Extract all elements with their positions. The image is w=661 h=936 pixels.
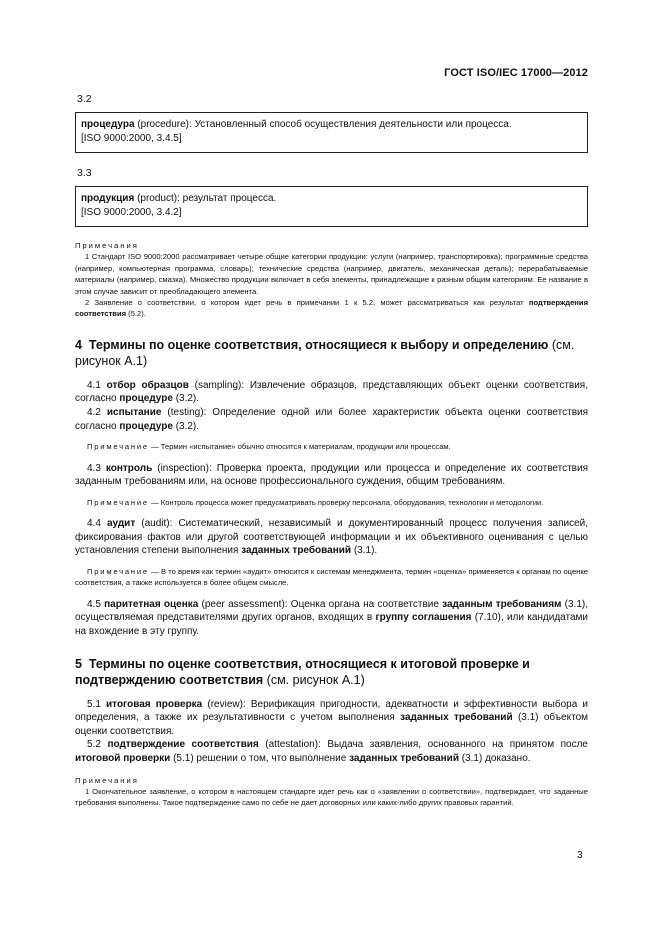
clause-number-3-2: 3.2	[77, 93, 92, 105]
clause-5-2: 5.2 подтверждение соответствия (attestation): Выдача заявления, основанного на принятом после итоговой проверки (5.1) решении о том, что выполнение заданных требований (3.1) доказано.	[75, 739, 588, 764]
term-sampling: отбор образцов	[106, 379, 189, 391]
term-review: итоговая проверка	[106, 698, 203, 710]
note-4-2: Примечание — Термин «испытание» обычно относится к материалам, продукции или процессам.	[87, 442, 451, 452]
term-product: продукция	[81, 193, 135, 204]
term-product-reference: [ISO 9000:2000, 3.4.2]	[81, 207, 182, 218]
document-header: ГОСТ ISO/IEC 17000—2012	[444, 67, 588, 79]
term-product-definition: (product): результат процесса.	[134, 193, 277, 204]
clause-4-5: 4.5 паритетная оценка (peer assessment): Оценка органа на соответствие заданным требованиям (3.1), осуществляемая представителями других органов, входящих в группу соглашения (7.10), или кандидатами на вхождение в эту группу.	[75, 598, 589, 637]
note-item-2-ref: (5.2).	[126, 309, 146, 319]
clause-4-2: 4.2 испытание (testing): Определение одной или более характеристик объекта оценки соответствия согласно процедуре (3.2).	[75, 407, 589, 432]
note-4-4: Примечание — В то время как термин «аудит» относится к системам менеджмента, термин «оценка» применяется к органам по оценке соответствия, а также используется в более общем смысле.	[75, 567, 588, 588]
term-procedure-reference: [ISO 9000:2000, 3.4.5]	[81, 133, 182, 144]
term-box-procedure	[75, 112, 588, 153]
clause-4-4: 4.4 аудит (audit): Систематический, независимый и документированный процесс получения записей, фиксирования фактов или другой соответствующей информации и их объективного оценивания с целью установления степени выполнения заданных требований (3.1).	[75, 518, 589, 557]
section-4-number: 4	[75, 337, 82, 352]
section-5-number: 5	[75, 656, 82, 671]
term-procedure: процедура	[81, 119, 135, 130]
notes-heading: Примечания	[75, 241, 139, 250]
notes-heading-5: Примечания	[75, 775, 139, 785]
term-peer-assessment: паритетная оценка	[104, 598, 199, 610]
term-box-product	[75, 186, 588, 227]
notes-block-product	[75, 240, 588, 320]
clause-5-1: 5.1 итоговая проверка (review): Верификация пригодности, адекватности и эффективности выбора и определения, а также их результативности с учетом выполнения заданных требований (3.1) объектом оценки соответствия.	[75, 698, 589, 737]
term-testing: испытание	[106, 407, 162, 419]
note-item-2-text: 2 Заявление о соответствии, о котором идет речь в примечании 1 к 5.2, может рассматриваться как результат	[85, 298, 529, 308]
section-5-title	[75, 656, 588, 689]
note-4-3: Примечание — Контроль процесса может предусматривать проверку персонала, оборудования, технологии и методологии.	[87, 497, 544, 507]
section-5-heading: Термины по оценке соответствия, относящиеся к итоговой проверке и подтверждению соответствия	[75, 656, 530, 688]
note-item-2	[75, 297, 588, 320]
note-item-2-term: подтверждения соответствия	[75, 298, 588, 319]
clause-number-3-3: 3.3	[77, 167, 92, 179]
section-4-title	[75, 337, 588, 370]
notes-block-attestation	[75, 775, 588, 809]
term-attestation: подтверждение соответствия	[107, 739, 259, 751]
page-number: 3	[577, 850, 583, 861]
note-5-item-1: 1 Окончательное заявление, о котором в настоящем стандарте идет речь как о «заявлении о соответствии», подтверждает, что заданные требования выполнены. Такое подтверждение само по себе не дает договорных или каких-либо других правовых гарантий.	[75, 786, 588, 808]
clause-4-1: 4.1 отбор образцов (sampling): Извлечение образцов, представляющих объект оценки соответствия, согласно процедуре (3.2).	[75, 379, 588, 405]
term-procedure-definition: (procedure): Установленный способ осуществления деятельности или процесса.	[134, 119, 512, 130]
section-5-figure-ref: (см. рисунок А.1)	[263, 673, 365, 688]
section-4-heading: Термины по оценке соответствия, относящиеся к выбору и определению	[88, 337, 549, 352]
document-body	[75, 93, 588, 809]
term-inspection: контроль	[105, 462, 153, 474]
term-audit: аудит	[106, 518, 136, 530]
section-4-figure-ref: (см. рисунок А.1)	[75, 337, 575, 369]
clause-4-3: 4.3 контроль (inspection): Проверка проекта, продукции или процесса и определение их соответствия заданным требованиям или, на основе профессионального суждения, общим требованиям.	[75, 462, 588, 488]
note-item-1: 1 Стандарт ISO 9000:2000 рассматривает четыре общие категории продукции: услуги (например, транспортировка); программные средства (например, компьютерная программа, словарь); технические средства (например, двигатель, механическая деталь); перерабатываемые материалы (например, смазка). Множество продукции включает в себя элементы, принадлежащие к разным общим категориям. Ее название в этом случае зависит от преобладающего элемента.	[75, 252, 588, 296]
